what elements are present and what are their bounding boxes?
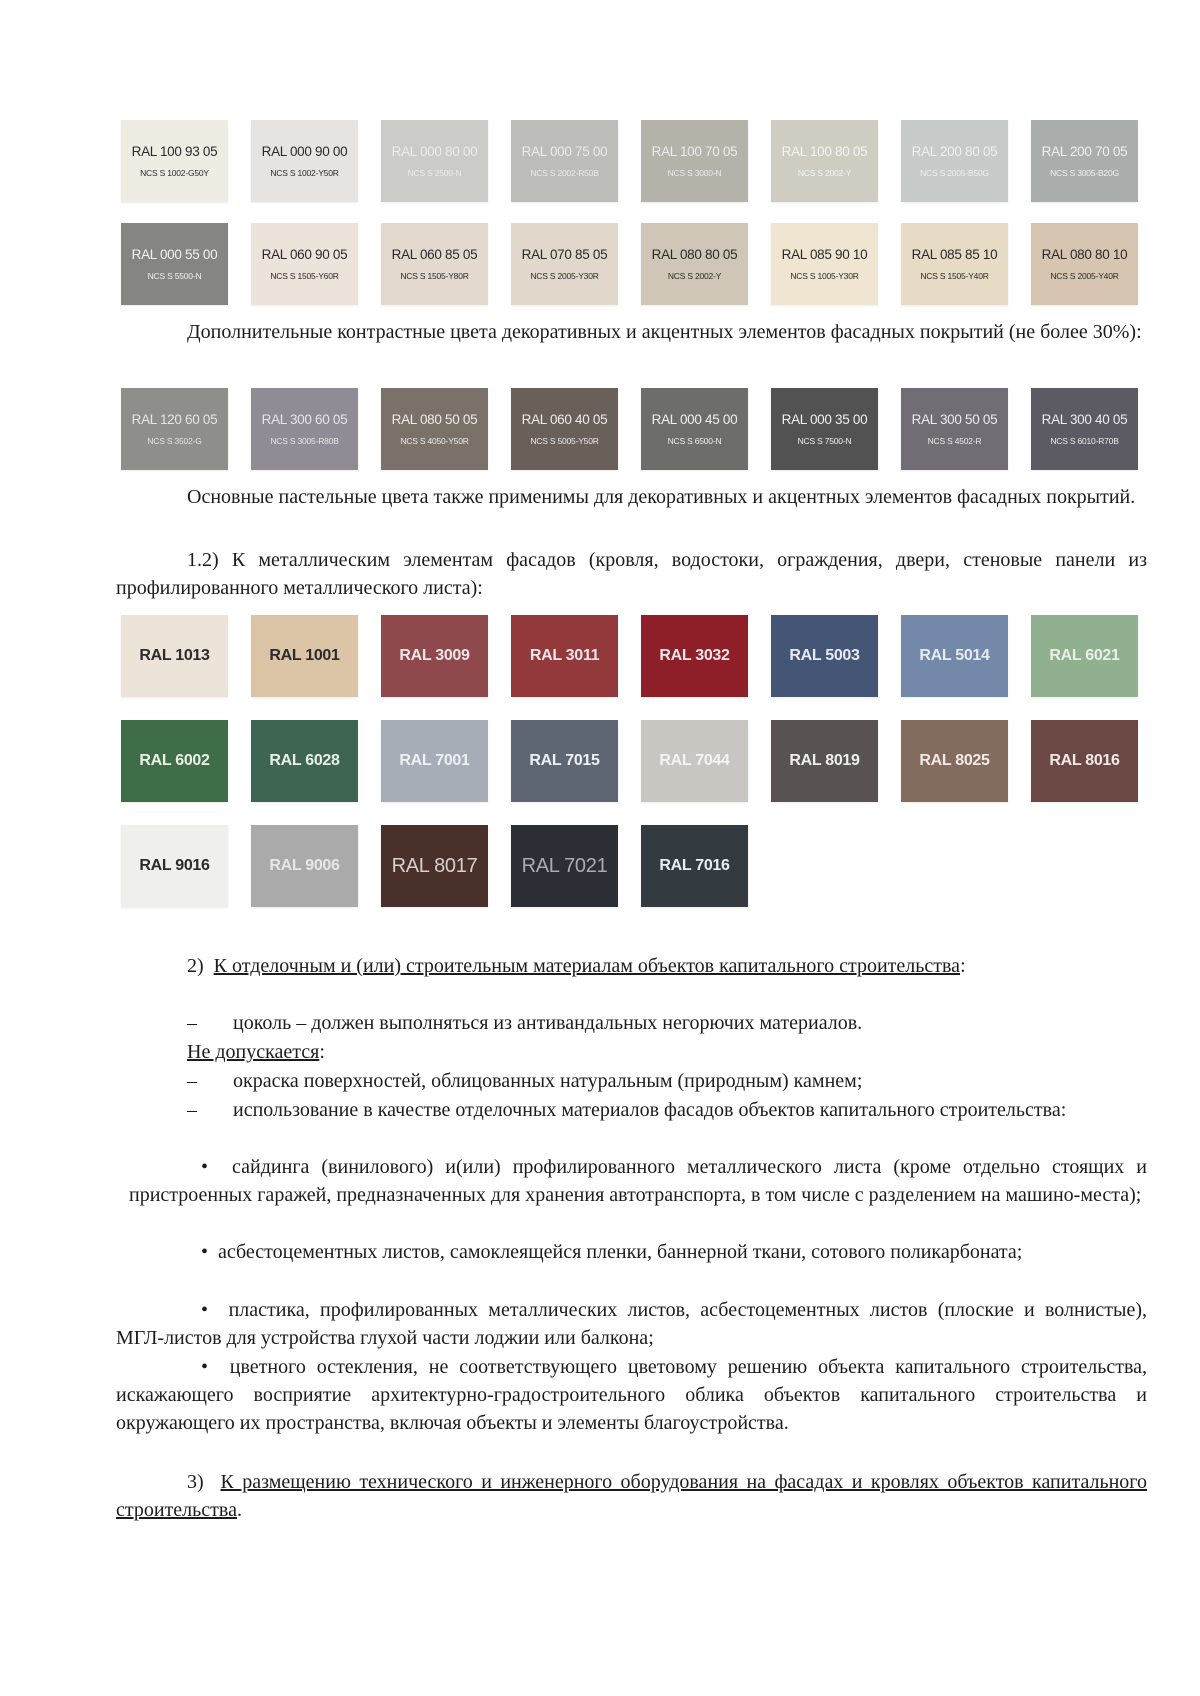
- color-swatch: [641, 388, 748, 470]
- swatch-ral-code: RAL 7021: [521, 854, 608, 877]
- palette-light-grid: [121, 120, 1138, 202]
- swatch-ncs-code: NCS S 6500-N: [667, 436, 722, 446]
- swatch-ral-code: RAL 060 40 05: [521, 412, 608, 427]
- swatch-ncs-code: NCS S 1505-Y80R: [400, 271, 469, 281]
- swatch-ral-code: RAL 100 93 05: [131, 144, 218, 159]
- section3-period: .: [236, 1499, 242, 1521]
- bullet-glyph: •: [201, 1356, 209, 1378]
- color-swatch: [251, 388, 358, 470]
- swatch-ncs-code: NCS S 1505-Y60R: [270, 271, 339, 281]
- swatch-ral-code: RAL 5014: [919, 647, 990, 664]
- color-swatch: [641, 615, 748, 697]
- color-swatch: [381, 615, 488, 697]
- pastel-note-text: Основные пастельные цвета также применимы для декоративных и акцентных элементов фасадных покрытий.: [187, 486, 1136, 508]
- bullet-4-text: цветного остекления, не соответствующего цветовому решению объекта капитального строительства, искажающего восприятие архитектурно-градостроительного облика объектов капитального строительства и окружающего их пространства, включая объекты и элементы благоустройства.: [116, 1356, 1148, 1434]
- swatch-ral-code: RAL 6021: [1049, 647, 1120, 664]
- bullet-item-3: [116, 1296, 1147, 1352]
- section3-heading: [116, 1468, 1147, 1524]
- swatch-ncs-code: NCS S 2005-Y40R: [1050, 271, 1119, 281]
- swatch-ral-code: RAL 085 90 10: [781, 247, 868, 262]
- swatch-ral-code: RAL 000 75 00: [521, 144, 608, 159]
- swatch-ral-code: RAL 080 50 05: [391, 412, 478, 427]
- bullet-item-1: [129, 1153, 1147, 1209]
- color-swatch: [771, 388, 878, 470]
- section2-heading: [116, 952, 1147, 980]
- section3-heading-text: К размещению технического и инженерного оборудования на фасадах и кровлях объектов капитального строительства: [116, 1471, 1148, 1521]
- bullet-1-text: сайдинга (винилового) и(или) профилированного металлического листа (кроме отдельно стоящих и пристроенных гаражей, предназначенных для хранения автотранспорта, в том числе с разделением на машино-места);: [129, 1156, 1147, 1206]
- swatch-ral-code: RAL 060 90 05: [261, 247, 348, 262]
- color-swatch: [771, 720, 878, 802]
- swatch-ral-code: RAL 120 60 05: [131, 412, 218, 427]
- contrast-intro-text: Дополнительные контрастные цвета декоративных и акцентных элементов фасадных покрытий (не более 30%):: [187, 321, 1142, 343]
- color-swatch: [641, 825, 748, 907]
- swatch-ral-code: RAL 7016: [659, 857, 730, 874]
- color-swatch: [511, 825, 618, 907]
- swatch-ncs-code: NCS S 2002-Y: [667, 271, 722, 281]
- swatch-ral-code: RAL 100 80 05: [781, 144, 868, 159]
- color-swatch: [901, 223, 1008, 305]
- swatch-ral-code: RAL 7015: [529, 752, 600, 769]
- plinth-line: [187, 1009, 862, 1037]
- section3-number: 3): [187, 1471, 204, 1493]
- not-allowed-colon: :: [319, 1041, 325, 1063]
- color-swatch: [771, 223, 878, 305]
- bullet-glyph: •: [201, 1156, 209, 1178]
- swatch-ral-code: RAL 8016: [1049, 752, 1120, 769]
- swatch-ral-code: RAL 100 70 05: [651, 144, 738, 159]
- swatch-ncs-code: NCS S 5500-N: [147, 271, 202, 281]
- swatch-ncs-code: NCS S 5005-Y50R: [530, 436, 599, 446]
- color-swatch: [381, 388, 488, 470]
- section2-heading-text: К отделочным и (или) строительным материалам объектов капитального строительства: [213, 955, 961, 977]
- swatch-ral-code: RAL 1013: [139, 647, 210, 664]
- color-swatch: [1031, 223, 1138, 305]
- color-swatch: [251, 223, 358, 305]
- swatch-ncs-code: NCS S 1002-Y50R: [270, 168, 339, 178]
- swatch-ncs-code: NCS S 6010-R70B: [1050, 436, 1119, 446]
- swatch-ncs-code: NCS S 2002-Y: [797, 168, 852, 178]
- swatch-ncs-code: NCS S 1002-G50Y: [140, 168, 209, 178]
- bullet-3-text: пластика, профилированных металлических листов, асбестоцементных листов (плоские и волнистые), МГЛ-листов для устройства глухой части лоджии или балкона;: [116, 1299, 1148, 1349]
- color-swatch: [901, 720, 1008, 802]
- swatch-ral-code: RAL 3032: [659, 647, 730, 664]
- color-swatch: [121, 223, 228, 305]
- color-swatch: [381, 223, 488, 305]
- swatch-ncs-code: NCS S 4050-Y50R: [400, 436, 469, 446]
- swatch-ral-code: RAL 3011: [529, 647, 600, 664]
- color-swatch: [121, 120, 228, 202]
- swatch-ral-code: RAL 5003: [789, 647, 860, 664]
- color-swatch: [1031, 388, 1138, 470]
- color-swatch: [121, 615, 228, 697]
- color-swatch: [901, 615, 1008, 697]
- swatch-ncs-code: NCS S 1505-Y40R: [920, 271, 989, 281]
- swatch-ral-code: RAL 200 70 05: [1041, 144, 1128, 159]
- section2-colon: :: [960, 955, 966, 977]
- swatch-ral-code: RAL 6002: [139, 752, 210, 769]
- use-text: использование в качестве отделочных материалов фасадов объектов капитального строительства:: [233, 1099, 1067, 1121]
- color-swatch: [901, 388, 1008, 470]
- color-swatch: [1031, 615, 1138, 697]
- palette-warm-grid: [121, 223, 1138, 305]
- dash-glyph: –: [187, 1099, 197, 1121]
- color-swatch: [121, 388, 228, 470]
- color-swatch: [771, 120, 878, 202]
- swatch-ncs-code: NCS S 7500-N: [797, 436, 852, 446]
- swatch-ral-code: RAL 7044: [659, 752, 730, 769]
- swatch-ral-code: RAL 080 80 05: [651, 247, 738, 262]
- swatch-ral-code: RAL 200 80 05: [911, 144, 998, 159]
- color-swatch: [511, 720, 618, 802]
- bullet-item-4: [116, 1353, 1147, 1437]
- swatch-ral-code: RAL 000 90 00: [261, 144, 348, 159]
- color-swatch: [381, 120, 488, 202]
- color-swatch: [901, 120, 1008, 202]
- swatch-ral-code: RAL 300 50 05: [911, 412, 998, 427]
- swatch-ral-code: RAL 1001: [269, 647, 340, 664]
- swatch-ncs-code: NCS S 3000-N: [667, 168, 722, 178]
- use-line: [187, 1096, 1147, 1124]
- swatch-ncs-code: NCS S 2005-B50G: [920, 168, 989, 178]
- metal-intro-text: 1.2) К металлическим элементам фасадов (кровля, водостоки, ограждения, двери, стеновые панели из профилированного металлического листа):: [116, 549, 1147, 599]
- swatch-ral-code: RAL 6028: [269, 752, 340, 769]
- color-swatch: [511, 223, 618, 305]
- section2-number: 2): [187, 955, 204, 977]
- color-swatch: [641, 120, 748, 202]
- color-swatch: [251, 120, 358, 202]
- plinth-text: цоколь – должен выполняться из антивандальных негорючих материалов.: [233, 1012, 863, 1034]
- color-swatch: [1031, 720, 1138, 802]
- swatch-ral-code: RAL 9016: [139, 857, 210, 874]
- swatch-ral-code: RAL 000 55 00: [131, 247, 218, 262]
- swatch-ral-code: RAL 080 80 10: [1041, 247, 1128, 262]
- color-swatch: [511, 388, 618, 470]
- swatch-ncs-code: NCS S 2002-R50B: [530, 168, 599, 178]
- palette-metal-grid: [121, 615, 1138, 907]
- bullet-glyph: •: [201, 1299, 209, 1321]
- swatch-ral-code: RAL 000 45 00: [651, 412, 738, 427]
- bullet-2-text: асбестоцементных листов, самоклеящейся пленки, баннерной ткани, сотового поликарбоната;: [218, 1241, 1023, 1263]
- swatch-ncs-code: NCS S 2005-Y30R: [530, 271, 599, 281]
- dash-glyph: –: [187, 1070, 197, 1092]
- paint-line: [187, 1067, 862, 1095]
- palette-contrast-grid: [121, 388, 1138, 470]
- color-swatch: [511, 615, 618, 697]
- paint-text: окраска поверхностей, облицованных натуральным (природным) камнем;: [233, 1070, 863, 1092]
- swatch-ral-code: RAL 000 35 00: [781, 412, 868, 427]
- swatch-ral-code: RAL 300 40 05: [1041, 412, 1128, 427]
- color-swatch: [251, 615, 358, 697]
- not-allowed-text: Не допускается: [187, 1041, 320, 1063]
- color-swatch: [1031, 120, 1138, 202]
- not-allowed-line: [187, 1038, 325, 1066]
- color-swatch: [511, 120, 618, 202]
- color-swatch: [251, 720, 358, 802]
- swatch-ral-code: RAL 9006: [269, 857, 340, 874]
- swatch-ral-code: RAL 3009: [399, 647, 470, 664]
- swatch-ncs-code: NCS S 3502-G: [147, 436, 202, 446]
- swatch-ncs-code: NCS S 2500-N: [407, 168, 462, 178]
- color-swatch: [641, 720, 748, 802]
- color-swatch: [381, 720, 488, 802]
- color-swatch: [381, 825, 488, 907]
- swatch-ncs-code: NCS S 1005-Y30R: [790, 271, 859, 281]
- dash-glyph: –: [187, 1012, 197, 1034]
- color-swatch: [641, 223, 748, 305]
- swatch-ncs-code: NCS S 4502-R: [927, 436, 982, 446]
- bullet-glyph: •: [201, 1241, 209, 1263]
- color-swatch: [121, 825, 228, 907]
- color-swatch: [121, 720, 228, 802]
- swatch-ncs-code: NCS S 3005-R80B: [270, 436, 339, 446]
- swatch-ral-code: RAL 7001: [399, 752, 470, 769]
- swatch-ral-code: RAL 8019: [789, 752, 860, 769]
- swatch-ral-code: RAL 085 85 10: [911, 247, 998, 262]
- bullet-item-2: [116, 1238, 1147, 1266]
- swatch-ral-code: RAL 000 80 00: [391, 144, 478, 159]
- swatch-ral-code: RAL 8017: [391, 854, 478, 877]
- swatch-ral-code: RAL 8025: [919, 752, 990, 769]
- swatch-ral-code: RAL 300 60 05: [261, 412, 348, 427]
- swatch-ral-code: RAL 070 85 05: [521, 247, 608, 262]
- swatch-ncs-code: NCS S 3005-B20G: [1050, 168, 1119, 178]
- swatch-ral-code: RAL 060 85 05: [391, 247, 478, 262]
- color-swatch: [771, 615, 878, 697]
- color-swatch: [251, 825, 358, 907]
